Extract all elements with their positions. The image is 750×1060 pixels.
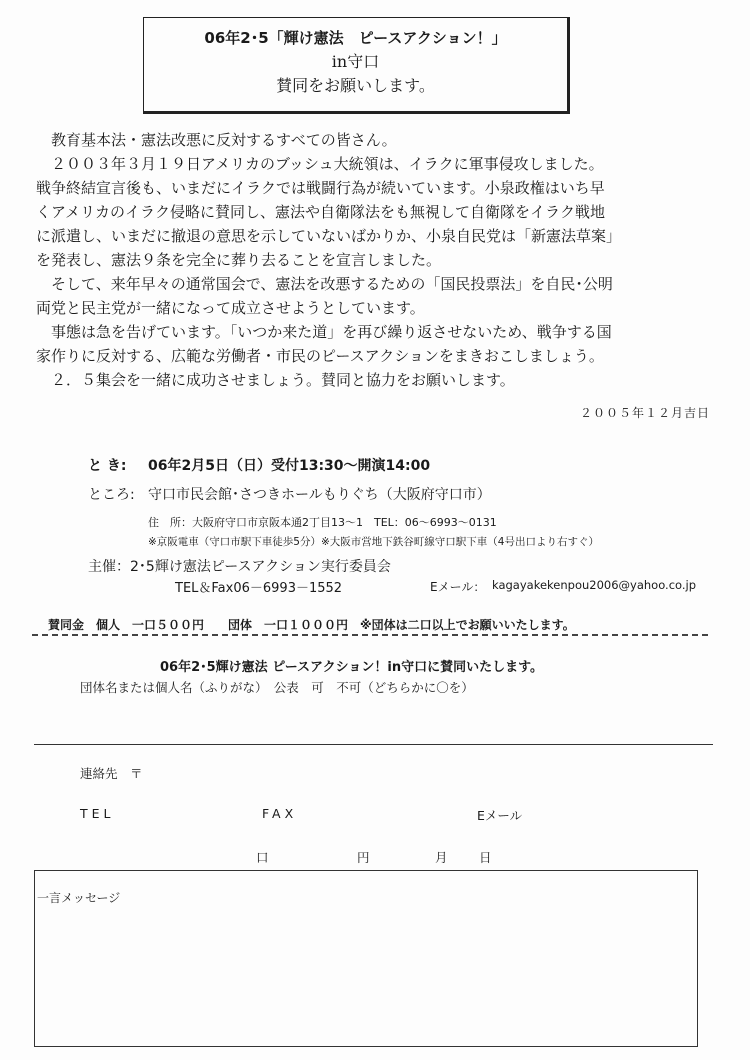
body-line: 両党と民主党が一緒になって成立させようとしています。: [36, 299, 425, 317]
body-line: を発表し、憲法９条を完全に葬り去ることを宣言しました。: [36, 251, 442, 269]
body-line: くアメリカのイラク侵略に賛同し、憲法や自衛隊法をも無視して自衛隊をイラク戦地: [36, 203, 605, 221]
title-box: [143, 17, 570, 114]
contact-tel: TEL＆Fax06－6993－1552: [175, 581, 343, 596]
message-label: 一言メッセージ: [37, 891, 121, 905]
tel-label: TEL: [80, 806, 115, 821]
contact-email: kagayakekenpou2006@yahoo.co.jp: [492, 578, 697, 592]
access: ※京阪電車（守口市駅下車徒歩5分）※大阪市営地下鉄谷町線守口駅下車（4号出口より右すぐ）: [148, 536, 599, 548]
unit-month: 月: [435, 850, 448, 865]
body-line: ２．５集会を一緒に成功させましょう。賛同と協力をお願いします。: [51, 371, 515, 389]
title-line-3: 賛同をお願いします。: [276, 76, 435, 95]
body-line: に派遣し、いまだに撤退の意思を示していないばかりか、小泉自民党は「新憲法草案」: [36, 227, 622, 245]
when-value: 06年2月5日（日）受付13:30～開演14:00: [148, 458, 431, 474]
body-line: そして、来年早々の通常国会で、憲法を改悪するための「国民投票法」を自民･公明: [51, 275, 613, 293]
fee-text: 賛同金 個人 一口５００円 団体 一口１０００円 ※団体は二口以上でお願いいたします。: [48, 618, 575, 632]
message-box[interactable]: [34, 870, 698, 1047]
body-line: 事態は急を告げています。「いつか来た道」を再び繰り返させないため、戦争する国: [51, 323, 612, 341]
where-label: ところ:: [88, 487, 135, 503]
form-heading: 06年2･5輝け憲法 ピースアクション！in守口に賛同いたします。: [160, 660, 544, 675]
contact-label: 連絡先 〒: [80, 766, 143, 781]
form-name-row: 団体名または個人名（ふりがな） 公表 可 不可（どちらかに〇を）: [80, 680, 474, 695]
name-underline: [34, 744, 713, 745]
body-paragraph-1: 教育基本法・憲法改悪に反対するすべての皆さん。: [51, 131, 397, 149]
when-label: と き:: [88, 458, 127, 474]
title-line-2: in守口: [331, 52, 380, 71]
unit-kuchi: 口: [256, 850, 269, 865]
unit-yen: 円: [357, 850, 370, 865]
contact-email-label: Eメール：: [430, 580, 486, 594]
where-value: 守口市民会館･さつきホールもりぐち（大阪府守口市）: [148, 487, 491, 503]
fax-label: FAX: [262, 806, 298, 821]
host: 主催：2･5輝け憲法ピースアクション実行委員会: [88, 559, 391, 575]
body-text: [36, 128, 716, 392]
document-date: ２００５年１２月吉日: [579, 406, 710, 420]
title-line-1: 06年2･5「輝け憲法 ピースアクション！」: [204, 29, 507, 47]
cut-line: [32, 634, 708, 636]
email-label: Eメール: [477, 808, 523, 823]
body-line: 家作りに反対する、広範な労働者・市民のピースアクションをまきおこしましょう。: [36, 347, 604, 365]
address: 住 所：大阪府守口市京阪本通2丁目13～1 TEL：06～6993～0131: [148, 516, 497, 529]
body-line: ２００３年３月１９日アメリカのブッシュ大統領は、イラクに軍事侵攻しました。: [51, 155, 604, 173]
unit-day: 日: [479, 850, 492, 865]
body-line: 戦争終結宣言後も、いまだにイラクでは戦闘行為が続いています。小泉政権はいち早: [36, 179, 605, 197]
